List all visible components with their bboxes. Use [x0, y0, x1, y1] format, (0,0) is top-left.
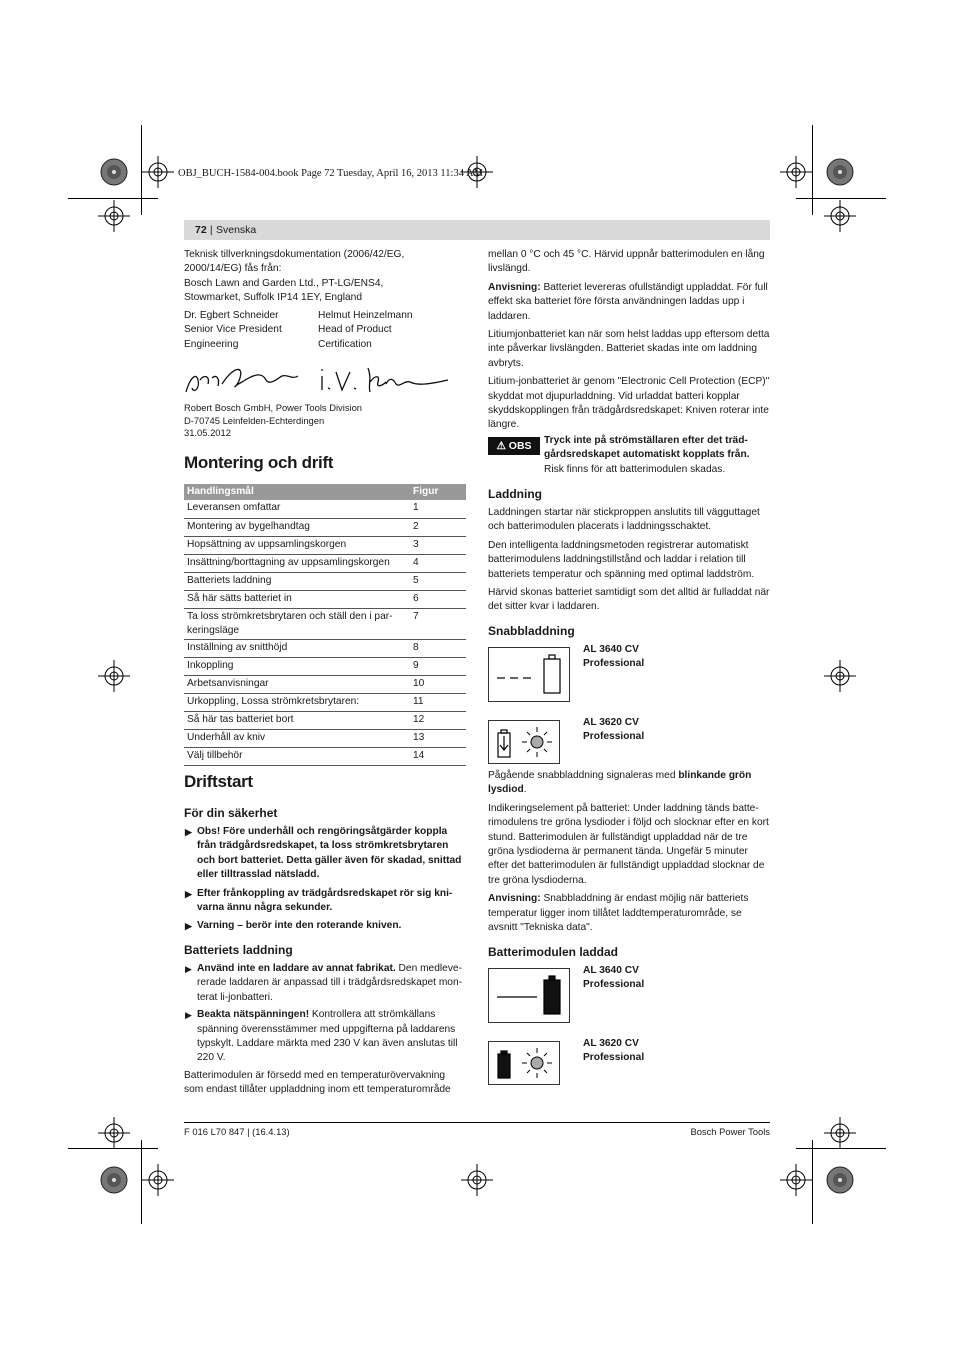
table-cell-action: Leveransen omfattar: [184, 500, 410, 518]
note-label: Anvisning:: [488, 893, 541, 905]
header-language: Svenska: [216, 224, 257, 236]
note-2: [488, 892, 770, 935]
model-suffix: Professional: [583, 1052, 645, 1064]
table-cell-figure: 6: [410, 590, 466, 608]
table-cell-figure: 5: [410, 572, 466, 590]
battery-blinking-led-icon: [489, 721, 559, 763]
ecp-text: Litium-jonbatteriet är genom "Electronic Cell Protection (ECP)" skyddat mot djupurladdning. Vid urladdat batteri kopplar skyddskopplingen från trädgårdsredskapet: Kniven roterar inte längre.: [488, 376, 770, 431]
safety-item: ▶ Obs! Före underhåll och rengöringsåtgärder koppla från trädgårdsredskapet, ta loss strömkretsbrytaren och bort batteriet. Detta gäller även för skadad, snittad eller tilltrasslad nätsladd.: [184, 825, 466, 883]
print-header: OBJ_BUCH-1584-004.book Page 72 Tuesday, April 16, 2013 11:34 AM: [178, 168, 483, 179]
obs-text: [544, 434, 770, 477]
note-text: Snabbladdning är endast möjlig när batteriets temperatur ligger inom tillåtet laddtemperaturområde, se avsnitt "Tekniska data".: [488, 893, 749, 934]
table-row: [184, 639, 466, 657]
table-header-row: [184, 484, 466, 500]
tech-doc-block: [184, 248, 466, 306]
charge-section: [184, 942, 466, 1098]
section-title-montering: Montering och drift: [184, 453, 334, 472]
note-text: Batteriet levereras ofullständigt uppladdat. För full effekt ska batteriet före första användningen laddas upp i laddaren.: [488, 281, 768, 322]
tech-doc-line: 2000/14/EG) fås från:: [184, 263, 282, 275]
model-label: [583, 1037, 644, 1066]
page-number: 72: [195, 224, 207, 236]
table-row: [184, 572, 466, 590]
company-line: Robert Bosch GmbH, Power Tools Division: [184, 402, 363, 413]
temp-text: Batterimodulen är försedd med en temperaturövervakning som endast tillåter uppladdning inom ett temperaturområde: [184, 1069, 451, 1096]
snabb-p1-text: Pågående snabbladdning signaleras med: [488, 770, 679, 781]
table-cell-action: Välj tillbehör: [184, 747, 410, 765]
table-row: [184, 536, 466, 554]
signer-2: [318, 309, 468, 352]
model-name: AL 3620 CV: [583, 1038, 639, 1049]
laddning-section: [488, 486, 770, 615]
snabb-title: Snabbladdning: [488, 624, 575, 638]
snabb-text-block: [488, 769, 770, 935]
table-row: [184, 590, 466, 608]
header-separator: |: [207, 224, 216, 236]
table-cell-figure: 2: [410, 518, 466, 536]
company-line: 31.05.2012: [184, 427, 231, 439]
table-cell-action: Inställning av snitthöjd: [184, 639, 410, 657]
battery-full-icon: [489, 969, 569, 1022]
table-cell-figure: 1: [410, 500, 466, 518]
table-cell-figure: 14: [410, 747, 466, 765]
charge-item-text: Den medleve-rerade laddaren är anpassad till i trädgårdsredskapet mon-terat li-jonbatteri.: [197, 963, 463, 1003]
table-cell-action: Batteriets laddning: [184, 572, 410, 590]
safety-title: För din säkerhet: [184, 806, 278, 820]
charge-title: Batteriets laddning: [184, 943, 293, 957]
obs-rest-text: Risk finns för att batterimodulen skadas.: [544, 463, 726, 475]
table-cell-action: Insättning/borttagning av uppsamlingskorgen: [184, 554, 410, 572]
table-row: [184, 554, 466, 572]
actions-table: [184, 484, 466, 766]
table-cell-figure: 10: [410, 675, 466, 693]
charger-indicator-figure: [488, 647, 570, 702]
table-cell-action: Underhåll av kniv: [184, 729, 410, 747]
page-header-bar: [184, 220, 770, 240]
model-suffix: Professional: [583, 731, 645, 743]
signer-line: Head of Product: [318, 324, 392, 336]
table-cell-action: Så här tas batteriet bort: [184, 711, 410, 729]
battery-full-led-icon: [489, 1042, 559, 1084]
signer-1: [184, 309, 314, 352]
cont-text: mellan 0 °C och 45 °C. Härvid uppnår batterimodulen en lång livslängd.: [488, 249, 765, 275]
signer-line: Senior Vice President: [184, 324, 282, 336]
laddning-paragraph: Den intelligenta laddningsmetoden registrerar automatiskt batterimodulens laddningstillstånd och laddar i relation till batteriets temperatur och spänning med optimal laddström.: [488, 539, 755, 580]
table-row: [184, 747, 466, 765]
table-cell-action: Ta loss strömkretsbrytaren och ställ den i par-keringsläge: [184, 608, 410, 639]
warning-triangle-icon: ⚠: [496, 440, 506, 452]
tech-doc-line: Bosch Lawn and Garden Ltd., PT-LG/ENS4,: [184, 277, 384, 289]
company-line: D-70745 Leinfelden-Echterdingen: [184, 414, 325, 426]
table-cell-figure: 3: [410, 536, 466, 554]
table-cell-figure: 7: [410, 608, 466, 639]
model-name: AL 3640 CV: [583, 965, 639, 976]
note-1: [488, 281, 770, 324]
laddad-title: Batterimodulen laddad: [488, 945, 619, 959]
table-cell-action: Urkoppling, Lossa strömkretsbrytaren:: [184, 693, 410, 711]
model-name: AL 3620 CV: [583, 717, 639, 728]
table-row: [184, 518, 466, 536]
table-cell-figure: 9: [410, 657, 466, 675]
table-header: Figur: [410, 484, 466, 500]
snabb-p1: [488, 769, 770, 798]
table-header: Handlingsmål: [184, 484, 410, 500]
table-cell-action: Arbetsanvisningar: [184, 675, 410, 693]
table-row: [184, 608, 466, 639]
charge-item-text: Kontrollera att strömkällans spänning överensstämmer med uppgifterna på laddarens typskylt. Laddare märkta med 230 V kan även anslutas till 220 V.: [197, 1009, 458, 1064]
model-name: AL 3640 CV: [583, 644, 639, 655]
charge-item: [184, 962, 466, 1005]
model-label: [583, 964, 644, 993]
obs-label: OBS: [508, 440, 532, 452]
charger-indicator-figure: [488, 720, 560, 764]
table-cell-figure: 12: [410, 711, 466, 729]
model-label: [583, 643, 644, 672]
table-cell-figure: 13: [410, 729, 466, 747]
snabb-p2: Indikeringselement på batteriet: Under laddning tänds batte-rimodulens tre gröna lysdioder i följd och slocknar efter en kort stund. Batterimodulen är fullständigt uppladdad när de tre gröna lysdioderna är permanent tända. Ungefär 5 minuter efter det batterimodulen är fullständigt uppladdad slocknar de tre gröna lysdioderna.: [488, 802, 769, 886]
obs-bold-text: Tryck inte på strömställaren efter det träd-gårdsredskapet automatiskt kopplats från.: [544, 435, 750, 461]
tech-doc-line: Teknisk tillverkningsdokumentation (2006/42/EG,: [184, 249, 405, 260]
note-label: Anvisning:: [488, 281, 541, 293]
signer-line: Dr. Egbert Schneider: [184, 310, 279, 321]
charger-indicator-figure: [488, 1041, 560, 1085]
signer-line: Certification: [318, 338, 372, 350]
table-row: [184, 693, 466, 711]
tech-doc-line: Stowmarket, Suffolk IP14 1EY, England: [184, 292, 363, 304]
charge-item-bold: Använd inte en laddare av annat fabrikat.: [197, 963, 396, 974]
table-row: [184, 675, 466, 693]
table-row: [184, 657, 466, 675]
table-row: [184, 500, 466, 518]
table-cell-figure: 4: [410, 554, 466, 572]
safety-item: ▶ Varning – berör inte den roterande kniven.: [184, 919, 466, 933]
table-cell-action: Hopsättning av uppsamlingskorgen: [184, 536, 410, 554]
table-row: [184, 711, 466, 729]
right-text-block: [488, 248, 770, 433]
snabb-p1-bold: blinkande grön lysdiod: [488, 770, 752, 796]
obs-warning-badge: [488, 437, 540, 455]
laddning-paragraph: Laddningen startar när stickproppen anslutits till vägguttaget och batterimodulen placerats i laddningsschaktet.: [488, 507, 760, 533]
safety-section: [184, 805, 466, 934]
snabb-p1-end: .: [523, 784, 527, 796]
liion-text: Litiumjonbatteriet kan när som helst laddas upp eftersom detta inte påverkar livslängden. Batteriet skadas inte om laddning avbryts.: [488, 329, 770, 369]
model-suffix: Professional: [583, 979, 645, 991]
signer-line: Engineering: [184, 338, 239, 350]
model-label: [583, 716, 644, 745]
company-block: [184, 402, 466, 440]
footer-rule: [184, 1122, 770, 1123]
charge-item-bold: Beakta nätspänningen!: [197, 1009, 310, 1021]
footer-right: Bosch Power Tools: [690, 1126, 770, 1137]
table-cell-action: Montering av bygelhandtag: [184, 518, 410, 536]
laddning-paragraph: Härvid skonas batteriet samtidigt som det alltid är fulladdat när det sitter kvar i laddaren.: [488, 587, 770, 613]
table-cell-figure: 11: [410, 693, 466, 711]
table-cell-action: Inkoppling: [184, 657, 410, 675]
signatures: [182, 358, 452, 398]
charge-item: [184, 1008, 466, 1066]
table-cell-figure: 8: [410, 639, 466, 657]
section-title-driftstart: Driftstart: [184, 772, 253, 791]
table-row: [184, 729, 466, 747]
laddning-title: Laddning: [488, 487, 542, 501]
battery-charging-icon: [489, 648, 569, 701]
safety-item: ▶ Efter frånkoppling av trädgårdsredskapet rör sig kni-varna ännu några sekunder.: [184, 887, 466, 916]
signer-line: Helmut Heinzelmann: [318, 310, 413, 321]
table-cell-action: Så här sätts batteriet in: [184, 590, 410, 608]
footer-left: F 016 L70 847 | (16.4.13): [184, 1126, 290, 1137]
charger-indicator-figure: [488, 968, 570, 1023]
model-suffix: Professional: [583, 658, 645, 670]
